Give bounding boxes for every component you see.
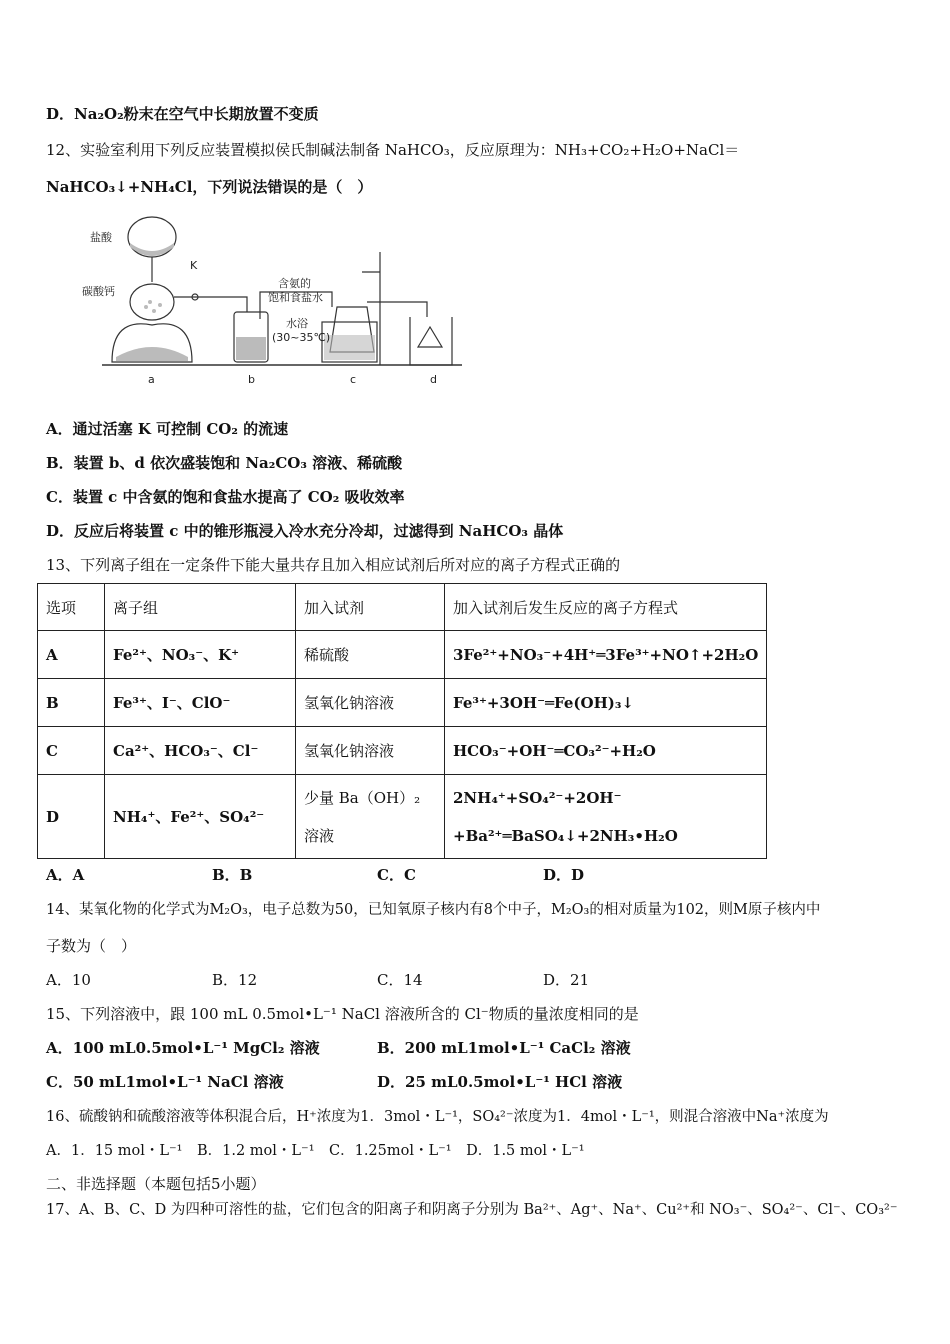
q12-stem-line2: NaHCO₃↓+NH₄Cl，下列说法错误的是（ ） xyxy=(46,178,373,196)
row-a-ions: Fe²⁺、NO₃⁻、K⁺ xyxy=(105,631,296,679)
row-a-reagent: 稀硫酸 xyxy=(296,631,445,679)
q15-option-b: B．200 mL1mol•L⁻¹ CaCl₂ 溶液 xyxy=(377,1039,631,1057)
row-d-reagent-line1: 少量 Ba（OH）₂ xyxy=(304,788,421,807)
row-b-equation: Fe³⁺+3OH⁻═Fe(OH)₃↓ xyxy=(445,679,767,727)
label-b: b xyxy=(248,373,255,386)
label-brine-2: 饱和食盐水 xyxy=(268,291,323,304)
q14-stem-line1: 14、某氧化物的化学式为M₂O₃，电子总数为50，已知氧原子核内有8个中子，M₂O₃的相对质量为102，则M原子核内中 xyxy=(46,902,821,918)
q14-answer-b: B．12 xyxy=(212,971,258,989)
row-d-ions: NH₄⁺、Fe²⁺、SO₄²⁻ xyxy=(105,775,296,859)
q12-option-b: B．装置 b、d 依次盛装饱和 Na₂CO₃ 溶液、稀硫酸 xyxy=(46,454,403,472)
row-c-option: C xyxy=(38,727,105,775)
header-reagent: 加入试剂 xyxy=(296,584,445,631)
row-d-equation-line2: +Ba²⁺═BaSO₄↓+2NH₃•H₂O xyxy=(453,826,678,845)
q16-stem: 16、硫酸钠和硫酸溶液等体积混合后，H⁺浓度为1．3mol・L⁻¹，SO₄²⁻浓度为1．4mol・L⁻¹，则混合溶液中Na⁺浓度为 xyxy=(46,1109,829,1125)
q15-stem: 15、下列溶液中，跟 100 mL 0.5mol•L⁻¹ NaCl 溶液所含的 Cl⁻物质的量浓度相同的是 xyxy=(46,1005,639,1023)
q15-option-a: A．100 mL0.5mol•L⁻¹ MgCl₂ 溶液 xyxy=(46,1039,320,1057)
beaker-d xyxy=(410,317,452,365)
q13-answer-d: D．D xyxy=(543,866,585,884)
label-brine-1: 含氨的 xyxy=(278,277,311,290)
section-heading: 二、非选择题（本题包括5小题） xyxy=(46,1175,266,1193)
q16-answers: A．1．15 mol・L⁻¹ B．1.2 mol・L⁻¹ C．1.25mol・L⁻¹ D．1.5 mol・L⁻¹ xyxy=(46,1143,585,1159)
row-c-reagent: 氢氧化钠溶液 xyxy=(296,727,445,775)
row-b-ions: Fe³⁺、I⁻、ClO⁻ xyxy=(105,679,296,727)
label-bath-1: 水浴 xyxy=(286,317,308,330)
row-b-option: B xyxy=(38,679,105,727)
table-header-row xyxy=(38,584,767,631)
label-bath-2: (30~35℃) xyxy=(272,331,331,344)
q13-answer-c: C．C xyxy=(377,866,416,884)
table-row xyxy=(38,775,767,859)
q13-table xyxy=(37,583,767,859)
q11-option-d: D．Na₂O₂粉末在空气中长期放置不变质 xyxy=(46,105,319,123)
q12-stem-line1: 12、实验室利用下列反应装置模拟侯氏制碱法制备 NaHCO₃，反应原理为：NH₃+CO₂+H₂O+NaCl＝ xyxy=(46,141,740,159)
q12-option-a: A．通过活塞 K 可控制 CO₂ 的流速 xyxy=(46,420,289,438)
row-a-equation: 3Fe²⁺+NO₃⁻+4H⁺═3Fe³⁺+NO↑+2H₂O xyxy=(445,631,767,679)
header-equation: 加入试剂后发生反应的离子方程式 xyxy=(445,584,767,631)
row-a-option: A xyxy=(38,631,105,679)
q14-stem-line2: 子数为（ ） xyxy=(46,937,137,955)
q13-answer-a: A．A xyxy=(46,866,85,884)
q12-option-c: C．装置 c 中含氨的饱和食盐水提高了 CO₂ 吸收效率 xyxy=(46,488,405,506)
q13-answer-b: B．B xyxy=(212,866,253,884)
label-caco3: 碳酸钙 xyxy=(82,285,115,298)
q14-answer-c: C．14 xyxy=(377,971,423,989)
apparatus-figure xyxy=(82,207,482,387)
header-ions: 离子组 xyxy=(105,584,296,631)
label-c: c xyxy=(350,373,357,386)
row-b-reagent: 氢氧化钠溶液 xyxy=(296,679,445,727)
header-option: 选项 xyxy=(38,584,105,631)
label-a: a xyxy=(148,373,155,386)
q15-option-d: D．25 mL0.5mol•L⁻¹ HCl 溶液 xyxy=(377,1073,623,1091)
table-row xyxy=(38,679,767,727)
label-acid: 盐酸 xyxy=(90,231,112,244)
q17-stem: 17、A、B、C、D 为四种可溶性的盐，它们包含的阳离子和阴离子分别为 Ba²⁺、Ag⁺、Na⁺、Cu²⁺和 NO₃⁻、SO₄²⁻、Cl⁻、CO₃²⁻ xyxy=(46,1202,898,1218)
row-c-ions: Ca²⁺、HCO₃⁻、Cl⁻ xyxy=(105,727,296,775)
table-row xyxy=(38,727,767,775)
label-d: d xyxy=(430,373,437,386)
q15-option-c: C．50 mL1mol•L⁻¹ NaCl 溶液 xyxy=(46,1073,284,1091)
q14-answer-a: A．10 xyxy=(46,971,91,989)
row-d-reagent xyxy=(296,775,445,859)
q12-option-d: D．反应后将装置 c 中的锥形瓶浸入冷水充分冷却，过滤得到 NaHCO₃ 晶体 xyxy=(46,522,564,540)
row-d-reagent-line2: 溶液 xyxy=(304,826,335,845)
row-d-option: D xyxy=(38,775,105,859)
q14-answer-d: D．21 xyxy=(543,971,590,989)
row-d-equation-line1: 2NH₄⁺+SO₄²⁻+2OH⁻ xyxy=(453,788,622,807)
row-d-equation xyxy=(445,775,767,859)
table-row xyxy=(38,631,767,679)
q13-stem: 13、下列离子组在一定条件下能大量共存且加入相应试剂后所对应的离子方程式正确的 xyxy=(46,556,621,574)
label-k: K xyxy=(190,259,198,272)
row-c-equation: HCO₃⁻+OH⁻═CO₃²⁻+H₂O xyxy=(445,727,767,775)
